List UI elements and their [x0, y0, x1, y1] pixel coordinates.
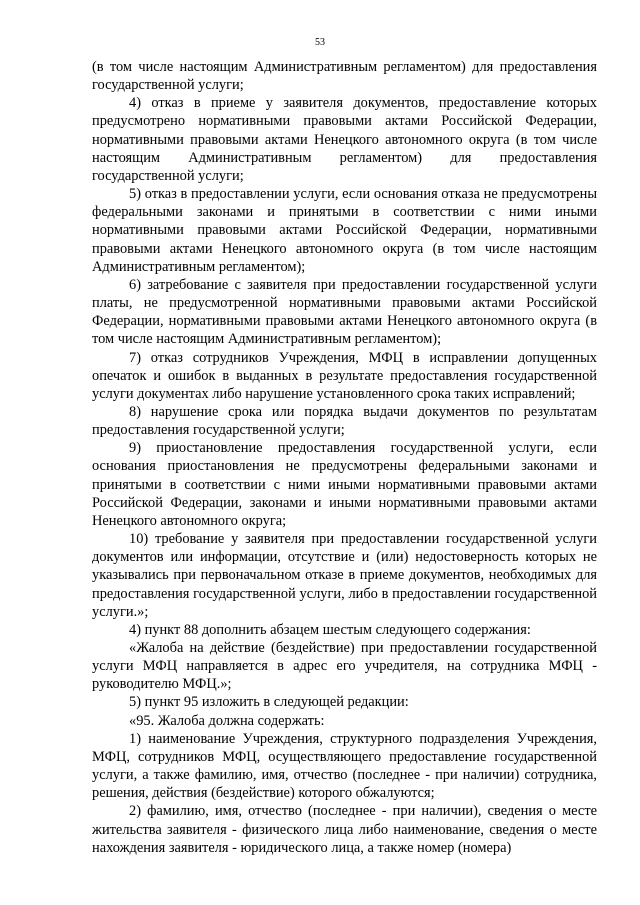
paragraph-item-10: 10) требование у заявителя при предоставлении государственной услуги документов или информации, отсутствие и (или) недостоверность которых не указывались при первоначальном отказе в приеме документов, необходимых для предоставления государственной услуги, либо в предоставлении государственной услуги.»;: [92, 531, 597, 620]
paragraph-clause-95: «95. Жалоба должна содержать:: [129, 712, 325, 729]
paragraph-amendment-5: 5) пункт 95 изложить в следующей редакции:: [129, 694, 409, 711]
paragraph-quoted-complaint: «Жалоба на действие (бездействие) при предоставлении государственной услуги МФЦ направляется в адрес его учредителя, на сотрудника МФЦ - руководителю МФЦ.»;: [92, 640, 597, 693]
paragraph-continuation: (в том числе настоящим Административным регламентом) для предоставления государственной услуги;: [92, 59, 597, 94]
paragraph-item-5: 5) отказ в предоставлении услуги, если основания отказа не предусмотрены федеральными законами и принятыми в соответствии с ними иными нормативными правовыми актами Российской Федерации, нормативными правовыми актами Ненецкого автономного округа (в том числе настоящим Административным регламентом);: [92, 186, 597, 275]
paragraph-clause-95-item-1: 1) наименование Учреждения, структурного подразделения Учреждения, МФЦ, сотрудников МФЦ, осуществляющего предоставление государственной услуги, а также фамилию, имя, отчество (последнее - при наличии) сотрудника, решения, действия (бездействие) которого обжалуются;: [92, 730, 597, 802]
paragraph-item-6: 6) затребование с заявителя при предоставлении государственной услуги платы, не предусмотренной нормативными правовыми актами Российской Федерации, нормативными правовыми актами Ненецкого автономного округа (в том числе настоящим Административным регламентом);: [92, 276, 597, 348]
paragraph-item-4: 4) отказ в приеме у заявителя документов, предоставление которых предусмотрено нормативными правовыми актами Российской Федерации, нормативными правовыми актами Ненецкого автономного округа (в том числе настоящим Административным регламентом) для предоставления государственной услуги;: [92, 95, 597, 184]
paragraph-item-7: 7) отказ сотрудников Учреждения, МФЦ в исправлении допущенных опечаток и ошибок в выданных в результате предоставления государственной услуги документах либо нарушение установленного срока таких исправлений;: [92, 349, 597, 402]
paragraph-item-8: 8) нарушение срока или порядка выдачи документов по результатам предоставления государственной услуги;: [92, 403, 597, 439]
document-body: [92, 58, 597, 857]
paragraph-clause-95-item-2: 2) фамилию, имя, отчество (последнее - при наличии), сведения о месте жительства заявителя - физического лица либо наименование, сведения о месте нахождения заявителя - юридического лица, а также номер (номера): [92, 803, 597, 856]
paragraph-item-9: 9) приостановление предоставления государственной услуги, если основания приостановления не предусмотрены федеральными законами и принятыми в соответствии с ними иными нормативными правовыми актами Российской Федерации, законами и иными нормативными правовыми актами Ненецкого автономного округа;: [92, 440, 597, 529]
paragraph-amendment-4: 4) пункт 88 дополнить абзацем шестым следующего содержания:: [129, 621, 531, 638]
page-number: 53: [315, 37, 325, 48]
